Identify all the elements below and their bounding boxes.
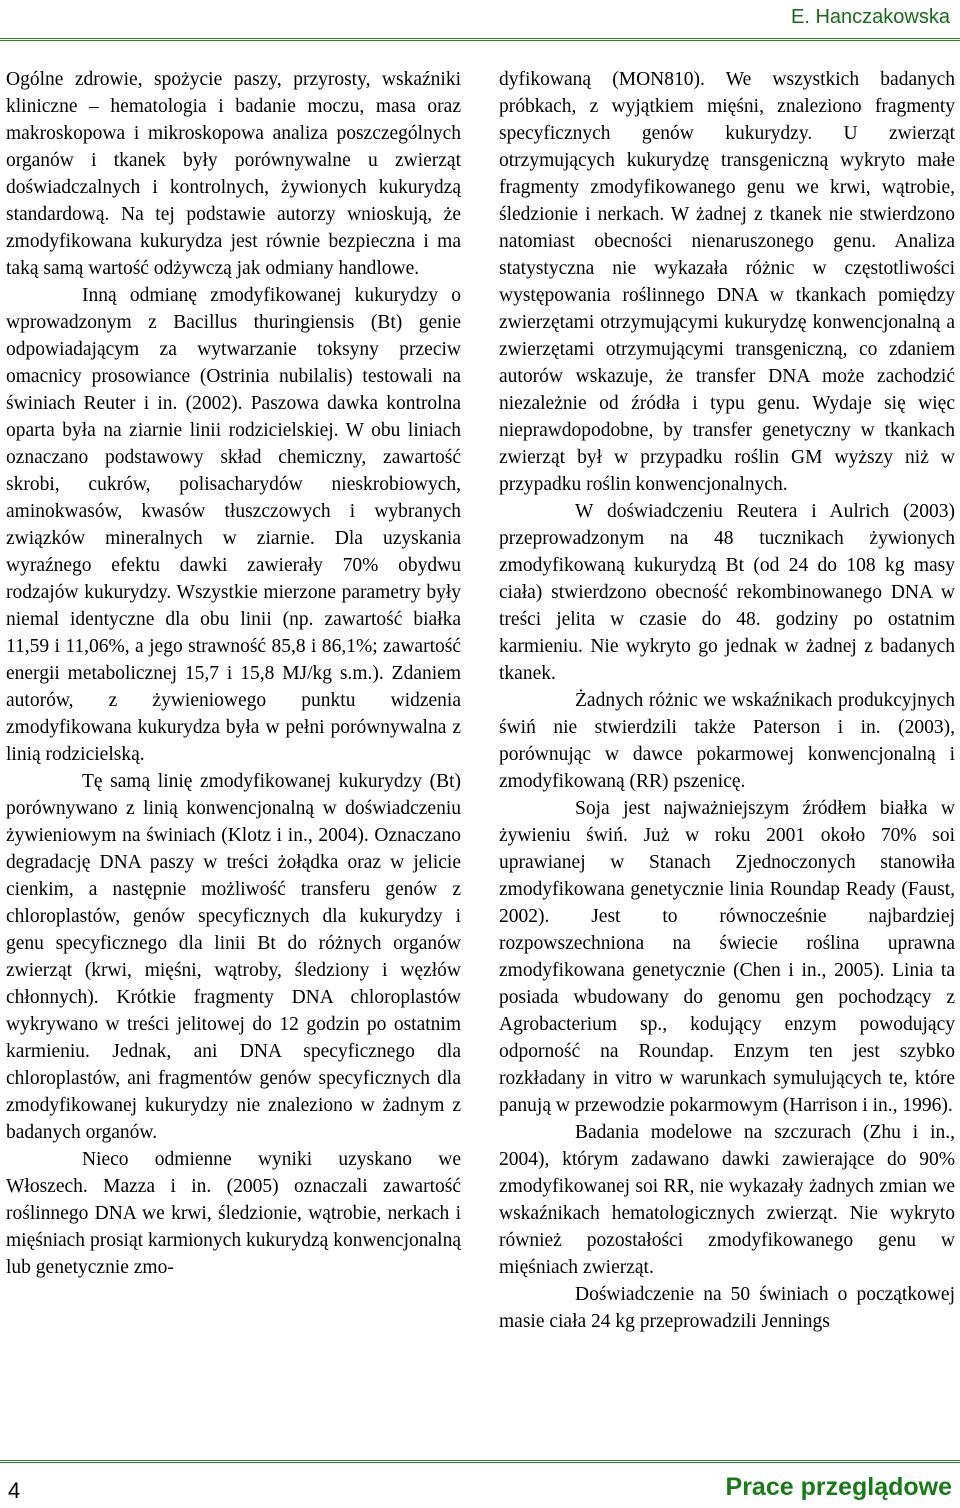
paragraph: Badania modelowe na szczurach (Zhu i in., 2004), którym zadawano dawki zawierające do 90% zmodyfikowanej soi RR, nie wykazały żadnych zmian we wskaźnikach hematologicznych zwierząt. Nie wykryto również pozostałości zmodyfikowanego genu w mięśniach zwierząt. <box>499 1122 955 1278</box>
running-header-author: E. Hanczakowska <box>791 6 950 28</box>
page-number: 4 <box>8 1478 21 1503</box>
left-column <box>6 66 461 1281</box>
paragraph: Nieco odmienne wyniki uzyskano we Włoszech. Mazza i in. (2005) oznaczali zawartość roślinnego DNA we krwi, śledzionie, wątrobie, nerkach i mięśniach prosiąt karmionych kukurydzą konwencjonalną lub genetycznie zmo- <box>6 1149 461 1278</box>
section-label: Prace przeglądowe <box>725 1473 952 1501</box>
paragraph: Doświadczenie na 50 świniach o początkowej masie ciała 24 kg przeprowadzili Jennings <box>499 1284 955 1332</box>
paragraph: Inną odmianę zmodyfikowanej kukurydzy o wprowadzonym z Bacillus thuringiensis (Bt) genie odpowiadającym za wytwarzanie toksyny przeciw omacnicy prosowiance (Ostrinia nubilalis) testowali na świniach Reuter i in. (2002). Paszowa dawka kontrolna oparta była na ziarnie linii rodzicielskiej. W obu liniach oznaczano podstawowy skład chemiczny, zawartość skrobi, cukrów, polisacharydów nieskrobiowych, aminokwasów, kwasów tłuszczowych i wybranych związków mineralnych w ziarnie. Dla uzyskania wyraźnego efektu dawki zawierały 70% obydwu rodzajów kukurydzy. Wszystkie mierzone parametry były niemal identyczne dla obu linii (np. zawartość białka 11,59 i 11,06%, a jego strawność 85,8 i 86,1%; zawartość energii metabolicznej 15,7 i 15,8 MJ/kg s.m.). Zdaniem autorów, z żywieniowego punktu widzenia zmodyfikowana kukurydza była w pełni porównywalna z linią rodzicielską. <box>6 285 461 765</box>
footer-divider <box>0 1460 960 1463</box>
paragraph: Ogólne zdrowie, spożycie paszy, przyrosty, wskaźniki kliniczne – hematologia i badanie moczu, masa oraz makroskopowa i mikroskopowa analiza poszczególnych organów i tkanek były porównywalne u zwierząt doświadczalnych i kontrolnych, żywionych kukurydzą standardową. Na tej podstawie autorzy wnioskują, że zmodyfikowana kukurydza jest równie bezpieczna i ma taką samą wartość odżywczą jak odmiany handlowe. <box>6 69 461 279</box>
paragraph: W doświadczeniu Reutera i Aulrich (2003) przeprowadzonym na 48 tucznikach żywionych zmodyfikowaną kukurydzą Bt (od 24 do 108 kg masy ciała) stwierdzono obecność rekombinowanego DNA w treści jelita w czasie do 48. godziny po ostatnim karmieniu. Nie wykryto go jednak w żadnej z badanych tkanek. <box>499 501 955 684</box>
right-column <box>499 66 955 1335</box>
paragraph: dyfikowaną (MON810). We wszystkich badanych próbkach, z wyjątkiem mięśni, znaleziono fragmenty specyficznych genów kukurydzy. U zwierząt otrzymujących kukurydzę transgeniczną wykryto małe fragmenty zmodyfikowanego genu we krwi, wątrobie, śledzionie i nerkach. W żadnej z tkanek nie stwierdzono natomiast obecności nienaruszonego genu. Analiza statystyczna nie wykazała różnic w częstotliwości występowania roślinnego DNA w tkankach pomiędzy zwierzętami otrzymującymi kukurydzę konwencjonalną a zwierzętami otrzymującymi transgeniczną, co zdaniem autorów wskazuje, że transfer DNA może zachodzić niezależnie od źródła i typu genu. Wydaje się więc nieprawdopodobne, by transfer genetyczny w tkankach zwierząt był w przypadku roślin GM wyższy niż w przypadku roślin konwencjonalnych. <box>499 69 955 495</box>
header-divider <box>0 38 960 41</box>
paragraph: Żadnych różnic we wskaźnikach produkcyjnych świń nie stwierdzili także Paterson i in. (2003), porównując w dawce pokarmowej konwencjonalną i zmodyfikowaną (RR) pszenicę. <box>499 690 955 792</box>
paragraph: Tę samą linię zmodyfikowanej kukurydzy (Bt) porównywano z linią konwencjonalną w doświadczeniu żywieniowym na świniach (Klotz i in., 2004). Oznaczano degradację DNA paszy w treści żołądka oraz w jelicie cienkim, a następnie możliwość transferu genów z chloroplastów, genów specyficznych dla kukurydzy i genu specyficznego dla linii Bt do różnych organów zwierząt (krwi, mięśni, wątroby, śledziony i węzłów chłonnych). Krótkie fragmenty DNA chloroplastów wykrywano w treści jelitowej do 12 godzin po ostatnim karmieniu. Jednak, ani DNA specyficznego dla chloroplastów, ani fragmentów genów specyficznych dla zmodyfikowanej kukurydzy nie znaleziono w żadnym z badanych organów. <box>6 771 461 1143</box>
paragraph: Soja jest najważniejszym źródłem białka w żywieniu świń. Już w roku 2001 około 70% soi uprawianej w Stanach Zjednoczonych stanowiła zmodyfikowana genetycznie linia Roundap Ready (Faust, 2002). Jest to równocześnie najbardziej rozpowszechniona na świecie roślina uprawna zmodyfikowana genetycznie (Chen i in., 2005). Linia ta posiada wbudowany do genomu gen pochodzący z Agrobacterium sp., kodujący enzym powodujący odporność na Roundap. Enzym ten jest szybko rozkładany in vitro w warunkach symulujących te, które panują w przewodzie pokarmowym (Harrison i in., 1996). <box>499 798 955 1116</box>
